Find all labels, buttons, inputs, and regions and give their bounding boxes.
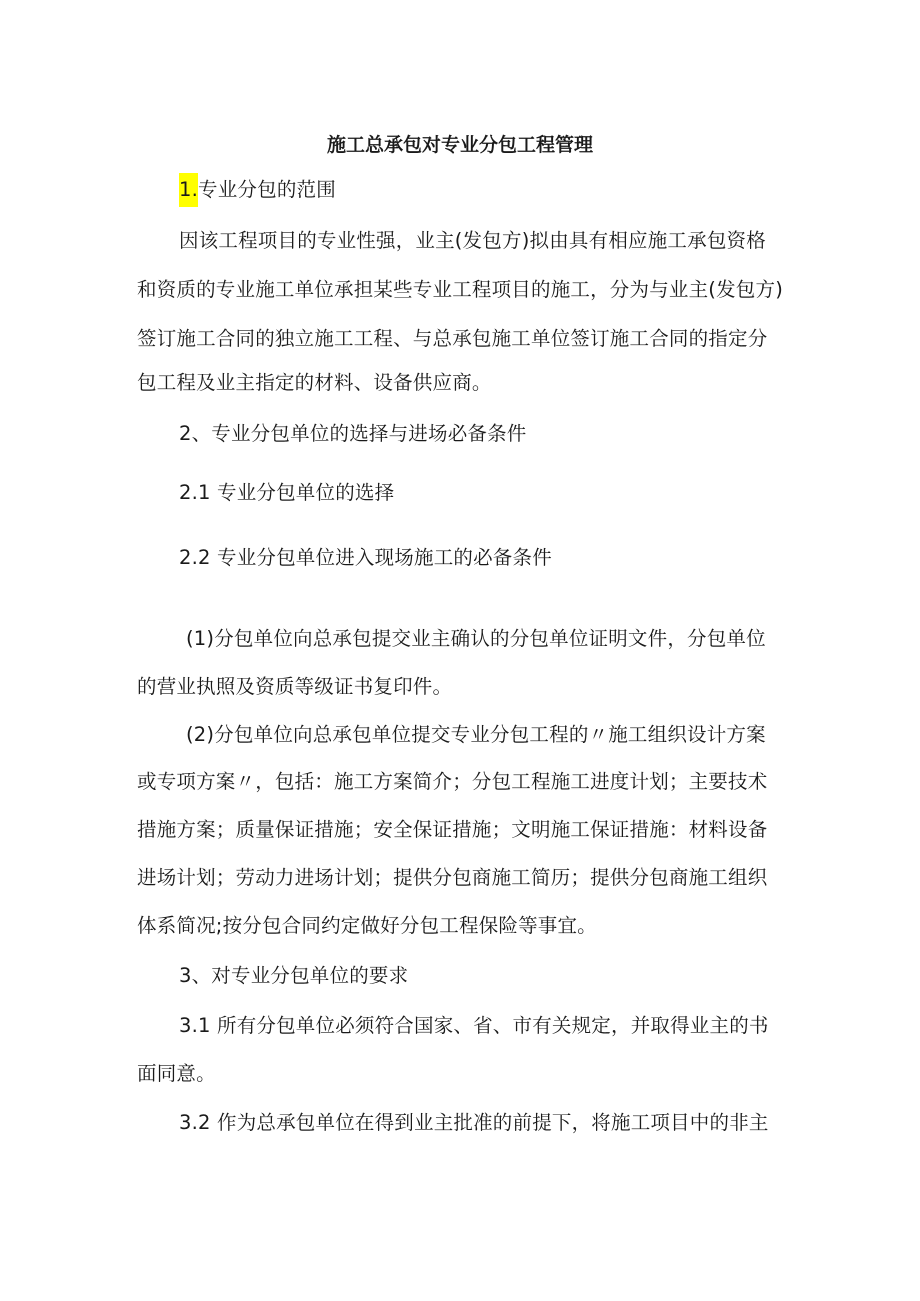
item-2-line-1: (2)分包单位向总承包单位提交专业分包工程的〃施工组织设计方案: [186, 723, 766, 746]
subsection-heading-2-2: 2.2 专业分包单位进入现场施工的必备条件: [179, 546, 552, 569]
paragraph-1-line-4: 包工程及业主指定的材料、设备供应商。: [137, 371, 492, 394]
section-heading-3: 3、对专业分包单位的要求: [179, 964, 409, 987]
heading-1-text: 专业分包的范围: [198, 178, 336, 201]
item-2-line-5: 体系简况;按分包合同约定做好分包工程保险等事宜。: [137, 914, 597, 937]
item-1-line-1: (1)分包单位向总承包提交业主确认的分包单位证明文件，分包单位: [186, 627, 766, 650]
item-3-2-line-1: 3.2 作为总承包单位在得到业主批准的前提下，将施工项目中的非主: [179, 1111, 769, 1134]
section-heading-2: 2、专业分包单位的选择与进场必备条件: [179, 422, 527, 445]
item-2-line-3: 措施方案；质量保证措施；安全保证措施；文明施工保证措施：材料设备: [137, 818, 768, 841]
heading-1-number-highlighted: 1.: [179, 173, 198, 207]
item-2-line-4: 进场计划；劳动力进场计划；提供分包商施工简历；提供分包商施工组织: [137, 866, 768, 889]
item-3-1-line-2: 面同意。: [137, 1062, 216, 1085]
document-title: 施工总承包对专业分包工程管理: [326, 134, 593, 156]
paragraph-1-line-1: 因该工程项目的专业性强，业主(发包方)拟由具有相应施工承包资格: [179, 229, 766, 252]
paragraph-1-line-3: 签订施工合同的独立施工工程、与总承包施工单位签订施工合同的指定分: [137, 327, 768, 350]
item-3-1-line-1: 3.1 所有分包单位必须符合国家、省、市有关规定，并取得业主的书: [179, 1014, 769, 1037]
item-2-line-2: 或专项方案〃，包括：施工方案简介；分包工程施工进度计划；主要技术: [137, 770, 768, 793]
section-heading-1: [179, 176, 336, 204]
item-1-line-2: 的营业执照及资质等级证书复印件。: [137, 675, 453, 698]
paragraph-1-line-2: 和资质的专业施工单位承担某些专业工程项目的施工，分为与业主(发包方): [137, 278, 784, 301]
subsection-heading-2-1: 2.1 专业分包单位的选择: [179, 481, 395, 504]
